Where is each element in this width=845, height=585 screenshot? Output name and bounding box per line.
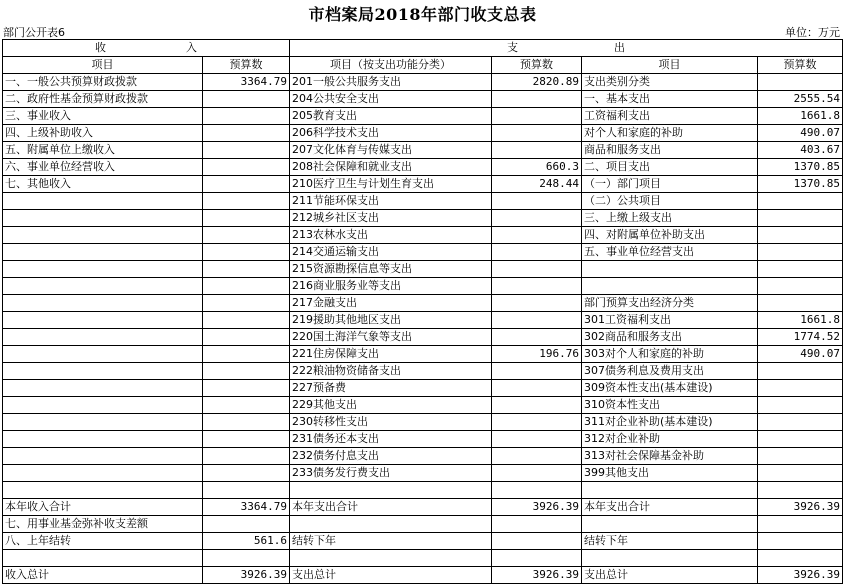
expense-type-item-cell	[582, 261, 758, 278]
expense-type-budget-cell: 2555.54	[758, 91, 843, 108]
expense-type-item-cell: 302商品和服务支出	[582, 329, 758, 346]
expense-func-budget-cell	[492, 380, 582, 397]
expense-func-budget-cell	[492, 295, 582, 312]
income-header-a: 收	[95, 41, 106, 54]
expense-type-item-cell: 五、事业单位经营支出	[582, 244, 758, 261]
expense-func-budget-cell	[492, 482, 582, 499]
expense-type-item-cell: 对个人和家庭的补助	[582, 125, 758, 142]
expense-func-budget-cell: 3926.39	[492, 499, 582, 516]
expense-func-budget-cell	[492, 244, 582, 261]
table-row	[3, 346, 843, 363]
income-budget-cell	[203, 397, 290, 414]
income-item-cell	[3, 278, 203, 295]
expense-type-budget-cell	[758, 533, 843, 550]
table-row	[3, 550, 843, 567]
expense-type-budget-cell	[758, 363, 843, 380]
expense-type-item-cell: 301工资福利支出	[582, 312, 758, 329]
expense-type-budget-cell: 490.07	[758, 125, 843, 142]
table-row	[3, 74, 843, 91]
expense-func-budget-cell	[492, 414, 582, 431]
income-item-cell	[3, 550, 203, 567]
expense-type-budget-cell	[758, 465, 843, 482]
table-row	[3, 108, 843, 125]
expense-type-budget-cell	[758, 278, 843, 295]
expense-type-budget-cell	[758, 397, 843, 414]
expense-type-item-cell: 307债务利息及费用支出	[582, 363, 758, 380]
expense-func-item-cell: 221住房保障支出	[290, 346, 492, 363]
col-header-item: 项目	[3, 57, 203, 74]
expense-func-budget-cell	[492, 193, 582, 210]
expense-func-budget-cell	[492, 448, 582, 465]
table-row	[3, 227, 843, 244]
income-header	[3, 40, 290, 57]
income-item-cell	[3, 244, 203, 261]
table-row	[3, 176, 843, 193]
expense-type-item-cell: （一）部门项目	[582, 176, 758, 193]
expense-func-budget-cell: 248.44	[492, 176, 582, 193]
income-budget-cell	[203, 448, 290, 465]
income-item-cell	[3, 380, 203, 397]
income-budget-cell	[203, 550, 290, 567]
income-item-cell: 七、其他收入	[3, 176, 203, 193]
expense-func-item-cell: 211节能环保支出	[290, 193, 492, 210]
income-item-cell	[3, 414, 203, 431]
table-row	[3, 91, 843, 108]
expense-type-budget-cell: 1370.85	[758, 159, 843, 176]
expense-type-budget-cell: 3926.39	[758, 567, 843, 584]
income-budget-cell	[203, 414, 290, 431]
income-budget-cell	[203, 244, 290, 261]
expense-func-budget-cell	[492, 261, 582, 278]
col-header-item-2: 项目	[582, 57, 758, 74]
expense-func-item-cell: 229其他支出	[290, 397, 492, 414]
income-item-cell	[3, 482, 203, 499]
expense-func-budget-cell: 660.3	[492, 159, 582, 176]
expense-func-item-cell: 222粮油物资储备支出	[290, 363, 492, 380]
expense-type-budget-cell	[758, 193, 843, 210]
expense-func-budget-cell	[492, 91, 582, 108]
expense-func-item-cell: 支出总计	[290, 567, 492, 584]
income-budget-cell	[203, 193, 290, 210]
income-item-cell	[3, 448, 203, 465]
income-item-cell	[3, 295, 203, 312]
table-row	[3, 329, 843, 346]
income-budget-cell	[203, 295, 290, 312]
expense-type-budget-cell	[758, 295, 843, 312]
income-item-cell	[3, 397, 203, 414]
expense-func-budget-cell	[492, 210, 582, 227]
table-row	[3, 295, 843, 312]
expense-type-budget-cell	[758, 261, 843, 278]
expense-type-budget-cell	[758, 227, 843, 244]
expense-func-item-cell: 结转下年	[290, 533, 492, 550]
expense-type-budget-cell	[758, 74, 843, 91]
income-budget-cell: 3364.79	[203, 74, 290, 91]
income-budget-cell	[203, 465, 290, 482]
income-item-cell: 本年收入合计	[3, 499, 203, 516]
income-budget-cell	[203, 346, 290, 363]
income-budget-cell	[203, 329, 290, 346]
income-budget-cell	[203, 142, 290, 159]
expense-type-budget-cell: 1370.85	[758, 176, 843, 193]
income-budget-cell: 3364.79	[203, 499, 290, 516]
income-item-cell	[3, 261, 203, 278]
table-row	[3, 159, 843, 176]
income-item-cell: 收入总计	[3, 567, 203, 584]
table-row	[3, 448, 843, 465]
table-row	[3, 312, 843, 329]
expense-func-item-cell	[290, 516, 492, 533]
expense-func-item-cell: 212城乡社区支出	[290, 210, 492, 227]
expense-type-budget-cell	[758, 380, 843, 397]
income-item-cell: 八、上年结转	[3, 533, 203, 550]
income-budget-cell	[203, 516, 290, 533]
expense-func-budget-cell	[492, 142, 582, 159]
expense-type-budget-cell	[758, 448, 843, 465]
expense-type-item-cell: 399其他支出	[582, 465, 758, 482]
expense-func-item-cell: 210医疗卫生与计划生育支出	[290, 176, 492, 193]
expense-func-budget-cell	[492, 108, 582, 125]
expense-type-budget-cell: 3926.39	[758, 499, 843, 516]
expense-func-item-cell: 213农林水支出	[290, 227, 492, 244]
expense-type-budget-cell	[758, 482, 843, 499]
expense-func-budget-cell	[492, 329, 582, 346]
expense-type-item-cell: 313对社会保障基金补助	[582, 448, 758, 465]
expense-func-budget-cell	[492, 550, 582, 567]
income-budget-cell	[203, 482, 290, 499]
expense-func-item-cell	[290, 482, 492, 499]
expense-type-item-cell: 本年支出合计	[582, 499, 758, 516]
expense-func-item-cell	[290, 550, 492, 567]
table-row	[3, 414, 843, 431]
expense-header-b: 出	[614, 41, 625, 54]
expense-type-item-cell: （二）公共项目	[582, 193, 758, 210]
expense-type-item-cell: 支出类别分类	[582, 74, 758, 91]
income-budget-cell	[203, 91, 290, 108]
expense-func-budget-cell: 196.76	[492, 346, 582, 363]
table-row	[3, 380, 843, 397]
table-row	[3, 193, 843, 210]
income-item-cell	[3, 329, 203, 346]
expense-type-item-cell: 二、项目支出	[582, 159, 758, 176]
income-budget-cell	[203, 227, 290, 244]
income-budget-cell	[203, 159, 290, 176]
expense-func-budget-cell	[492, 278, 582, 295]
expense-func-budget-cell	[492, 227, 582, 244]
expense-type-item-cell: 309资本性支出(基本建设)	[582, 380, 758, 397]
expense-func-budget-cell	[492, 533, 582, 550]
income-item-cell: 四、上级补助收入	[3, 125, 203, 142]
income-item-cell	[3, 312, 203, 329]
expense-type-item-cell: 支出总计	[582, 567, 758, 584]
expense-type-item-cell: 303对个人和家庭的补助	[582, 346, 758, 363]
expense-header	[290, 40, 843, 57]
expense-type-budget-cell	[758, 516, 843, 533]
income-budget-cell	[203, 278, 290, 295]
income-expense-table	[2, 39, 843, 584]
income-budget-cell	[203, 210, 290, 227]
income-item-cell	[3, 193, 203, 210]
income-budget-cell	[203, 261, 290, 278]
expense-func-item-cell: 217金融支出	[290, 295, 492, 312]
expense-func-item-cell: 230转移性支出	[290, 414, 492, 431]
expense-func-item-cell: 207文化体育与传媒支出	[290, 142, 492, 159]
report-title: 市档案局2018年部门收支总表	[308, 5, 537, 24]
expense-func-budget-cell	[492, 465, 582, 482]
expense-func-item-cell: 214交通运输支出	[290, 244, 492, 261]
table-row	[3, 533, 843, 550]
table-row	[3, 567, 843, 584]
expense-func-item-cell: 206科学技术支出	[290, 125, 492, 142]
income-budget-cell	[203, 108, 290, 125]
income-budget-cell	[203, 431, 290, 448]
income-item-cell: 六、事业单位经营收入	[3, 159, 203, 176]
table-row	[3, 431, 843, 448]
expense-type-item-cell	[582, 550, 758, 567]
table-row	[3, 499, 843, 516]
expense-type-item-cell: 商品和服务支出	[582, 142, 758, 159]
expense-type-item-cell: 四、对附属单位补助支出	[582, 227, 758, 244]
income-item-cell	[3, 465, 203, 482]
expense-func-item-cell: 231债务还本支出	[290, 431, 492, 448]
header-row-columns	[3, 57, 843, 74]
expense-type-budget-cell	[758, 431, 843, 448]
expense-func-item-cell: 216商业服务业等支出	[290, 278, 492, 295]
table-row	[3, 465, 843, 482]
income-budget-cell	[203, 125, 290, 142]
table-row	[3, 516, 843, 533]
table-row	[3, 363, 843, 380]
expense-func-item-cell: 205教育支出	[290, 108, 492, 125]
expense-func-item-cell: 201一般公共服务支出	[290, 74, 492, 91]
expense-func-budget-cell: 2820.89	[492, 74, 582, 91]
col-header-budget-3: 预算数	[758, 57, 843, 74]
expense-func-item-cell: 227预备费	[290, 380, 492, 397]
income-item-cell: 七、用事业基金弥补收支差额	[3, 516, 203, 533]
expense-type-item-cell: 结转下年	[582, 533, 758, 550]
expense-type-item-cell	[582, 516, 758, 533]
expense-func-budget-cell	[492, 312, 582, 329]
expense-func-item-cell: 204公共安全支出	[290, 91, 492, 108]
expense-func-budget-cell	[492, 125, 582, 142]
expense-func-item-cell: 233债务发行费支出	[290, 465, 492, 482]
expense-type-item-cell	[582, 482, 758, 499]
expense-type-item-cell: 一、基本支出	[582, 91, 758, 108]
expense-type-item-cell: 部门预算支出经济分类	[582, 295, 758, 312]
income-header-b: 入	[186, 41, 197, 54]
form-number: 部门公开表6	[3, 26, 65, 39]
table-row	[3, 244, 843, 261]
expense-func-budget-cell	[492, 516, 582, 533]
table-row	[3, 125, 843, 142]
income-budget-cell: 561.6	[203, 533, 290, 550]
income-item-cell: 一、一般公共预算财政拨款	[3, 74, 203, 91]
expense-func-item-cell: 215资源勘探信息等支出	[290, 261, 492, 278]
col-header-func-item: 项目（按支出功能分类）	[290, 57, 492, 74]
expense-type-budget-cell	[758, 550, 843, 567]
income-budget-cell	[203, 363, 290, 380]
expense-type-budget-cell: 1661.8	[758, 108, 843, 125]
expense-func-budget-cell: 3926.39	[492, 567, 582, 584]
income-item-cell	[3, 363, 203, 380]
expense-type-item-cell: 312对企业补助	[582, 431, 758, 448]
expense-type-budget-cell: 1774.52	[758, 329, 843, 346]
table-row	[3, 482, 843, 499]
expense-type-budget-cell: 403.67	[758, 142, 843, 159]
table-row	[3, 261, 843, 278]
expense-func-budget-cell	[492, 363, 582, 380]
expense-func-item-cell: 219援助其他地区支出	[290, 312, 492, 329]
expense-type-item-cell: 三、上缴上级支出	[582, 210, 758, 227]
table-row	[3, 142, 843, 159]
expense-type-budget-cell: 1661.8	[758, 312, 843, 329]
income-budget-cell	[203, 380, 290, 397]
unit-label: 单位：万元	[785, 26, 840, 39]
expense-type-budget-cell	[758, 414, 843, 431]
income-budget-cell: 3926.39	[203, 567, 290, 584]
expense-func-item-cell: 本年支出合计	[290, 499, 492, 516]
income-item-cell: 二、政府性基金预算财政拨款	[3, 91, 203, 108]
expense-func-budget-cell	[492, 397, 582, 414]
income-budget-cell	[203, 176, 290, 193]
table-row	[3, 278, 843, 295]
expense-type-budget-cell	[758, 244, 843, 261]
expense-type-item-cell: 工资福利支出	[582, 108, 758, 125]
col-header-budget-2: 预算数	[492, 57, 582, 74]
income-item-cell	[3, 431, 203, 448]
table-row	[3, 210, 843, 227]
expense-type-budget-cell	[758, 210, 843, 227]
income-item-cell	[3, 346, 203, 363]
income-item-cell	[3, 227, 203, 244]
expense-type-item-cell: 311对企业补助(基本建设)	[582, 414, 758, 431]
income-budget-cell	[203, 312, 290, 329]
expense-func-item-cell: 232债务付息支出	[290, 448, 492, 465]
header-row-group	[3, 40, 843, 57]
col-header-budget: 预算数	[203, 57, 290, 74]
expense-type-item-cell: 310资本性支出	[582, 397, 758, 414]
expense-func-item-cell: 208社会保障和就业支出	[290, 159, 492, 176]
expense-func-item-cell: 220国土海洋气象等支出	[290, 329, 492, 346]
expense-func-budget-cell	[492, 431, 582, 448]
expense-header-a: 支	[507, 41, 518, 54]
table-row	[3, 397, 843, 414]
income-item-cell	[3, 210, 203, 227]
expense-type-budget-cell: 490.07	[758, 346, 843, 363]
expense-type-item-cell	[582, 278, 758, 295]
income-item-cell: 三、事业收入	[3, 108, 203, 125]
income-item-cell: 五、附属单位上缴收入	[3, 142, 203, 159]
